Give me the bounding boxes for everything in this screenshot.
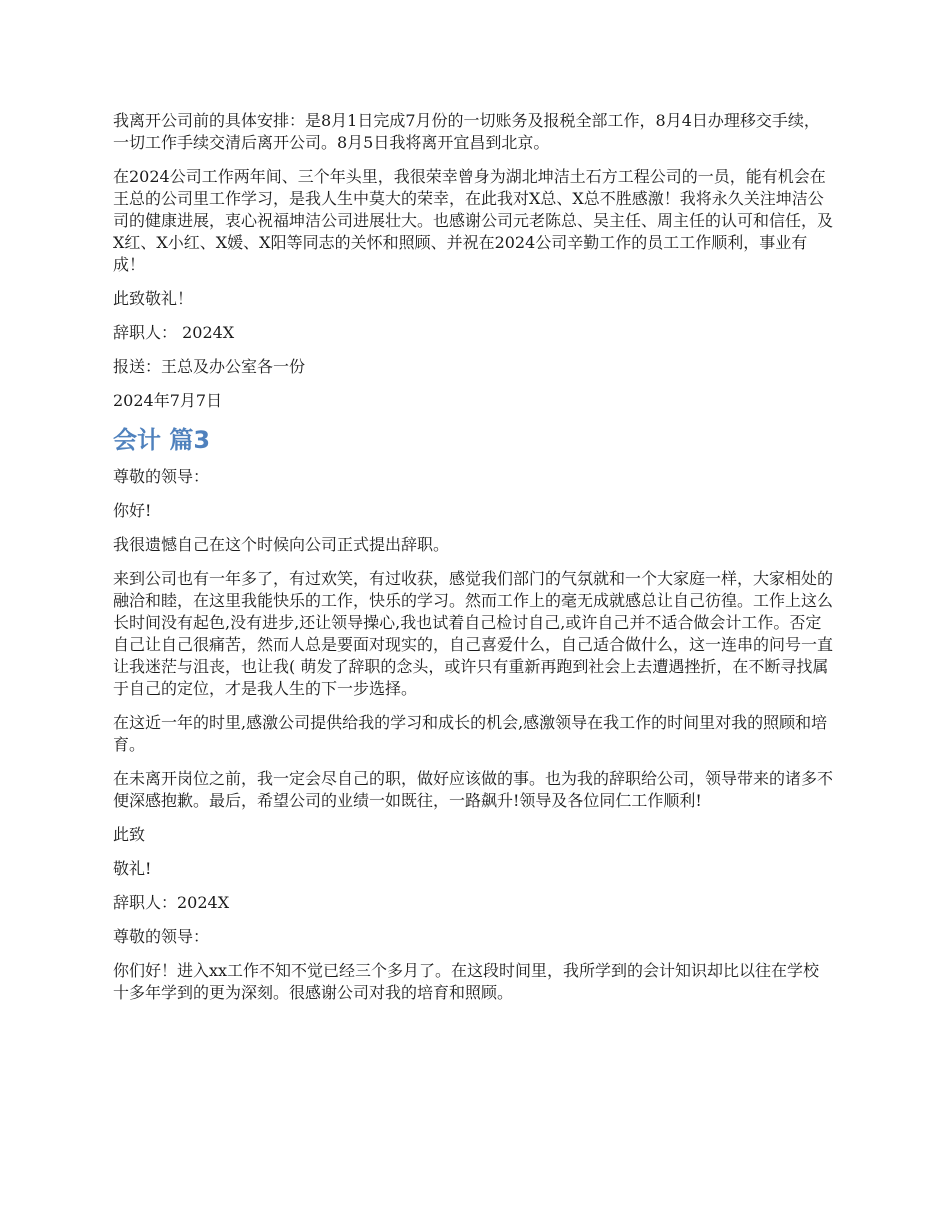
greeting-line: 尊敬的领导： xyxy=(113,467,210,486)
signer-line: 辞职人： 2024X xyxy=(113,323,235,342)
closing-line-2: 敬礼! xyxy=(113,859,152,878)
paragraph-thanks: 在这近一年的时里,感激公司提供给我的学习和成长的机会,感激领导在我工作的时间里对我的照顾和培育。 xyxy=(113,713,828,754)
document-page xyxy=(113,110,833,1016)
signer-line-2: 辞职人：2024X xyxy=(113,893,230,912)
section-heading: 会计 篇3 xyxy=(113,426,211,454)
cc-line: 报送：王总及办公室各一份 xyxy=(113,357,306,376)
paragraph-reasons: 来到公司也有一年多了，有过欢笑，有过收获，感觉我们部门的气氛就和一个大家庭一样，大家相处的融洽和睦，在这里我能快乐的工作，快乐的学习。然而工作上的毫无成就感总让自己彷徨。工作上这么长时间没有起色,没有进步,还让领导操心,我也试着自己检讨自己,或许自己并不适合做会计工作。否定自己让自己很痛苦，然而人总是要面对现实的，自己喜爱什么，自己适合做什么，这一连串的问号一直让我迷茫与沮丧，也让我( 萌发了辞职的念头，或许只有重新再跑到社会上去遭遇挫折，在不断寻找属于自己的定位，才是我人生的下一步选择。 xyxy=(113,569,834,698)
closing-line-1: 此致 xyxy=(113,825,146,844)
paragraph-departure-plan: 我离开公司前的具体安排：是8月1日完成7月份的一切账务及报税全部工作，8月4日办理移交手续，一切工作手续交清后离开公司。8月5日我将离开宜昌到北京。 xyxy=(113,111,820,152)
paragraph-gratitude: 在2024公司工作两年间、三个年头里，我很荣幸曾身为湖北坤洁土石方工程公司的一员，能有机会在王总的公司里工作学习，是我人生中莫大的荣幸，在此我对X总、X总不胜感激！我将永久关注坤洁公司的健康进展，衷心祝福坤洁公司进展壮大。也感谢公司元老陈总、吴主任、周主任的认可和信任，及X红、X小红、X媛、X阳等同志的关怀和照顾、并祝在2024公司辛勤工作的员工工作顺利，事业有成！ xyxy=(113,167,834,274)
paragraph-apology: 在未离开岗位之前，我一定会尽自己的职，做好应该做的事。也为我的辞职给公司，领导带来的诸多不便深感抱歉。最后，希望公司的业绩一如既往，一路飙升!领导及各位同仁工作顺利! xyxy=(113,769,834,810)
greeting-line-2: 尊敬的领导： xyxy=(113,927,210,946)
hello-line: 你好! xyxy=(113,501,152,520)
closing-salute: 此致敬礼！ xyxy=(113,289,194,308)
paragraph-intro: 你们好！进入xx工作不知不觉已经三个多月了。在这段时间里，我所学到的会计知识却比以往在学校十多年学到的更为深刻。很感谢公司对我的培育和照顾。 xyxy=(113,961,820,1002)
paragraph-resignation-notice: 我很遗憾自己在这个时候向公司正式提出辞职。 xyxy=(113,535,450,554)
date-line: 2024年7月7日 xyxy=(113,391,223,410)
